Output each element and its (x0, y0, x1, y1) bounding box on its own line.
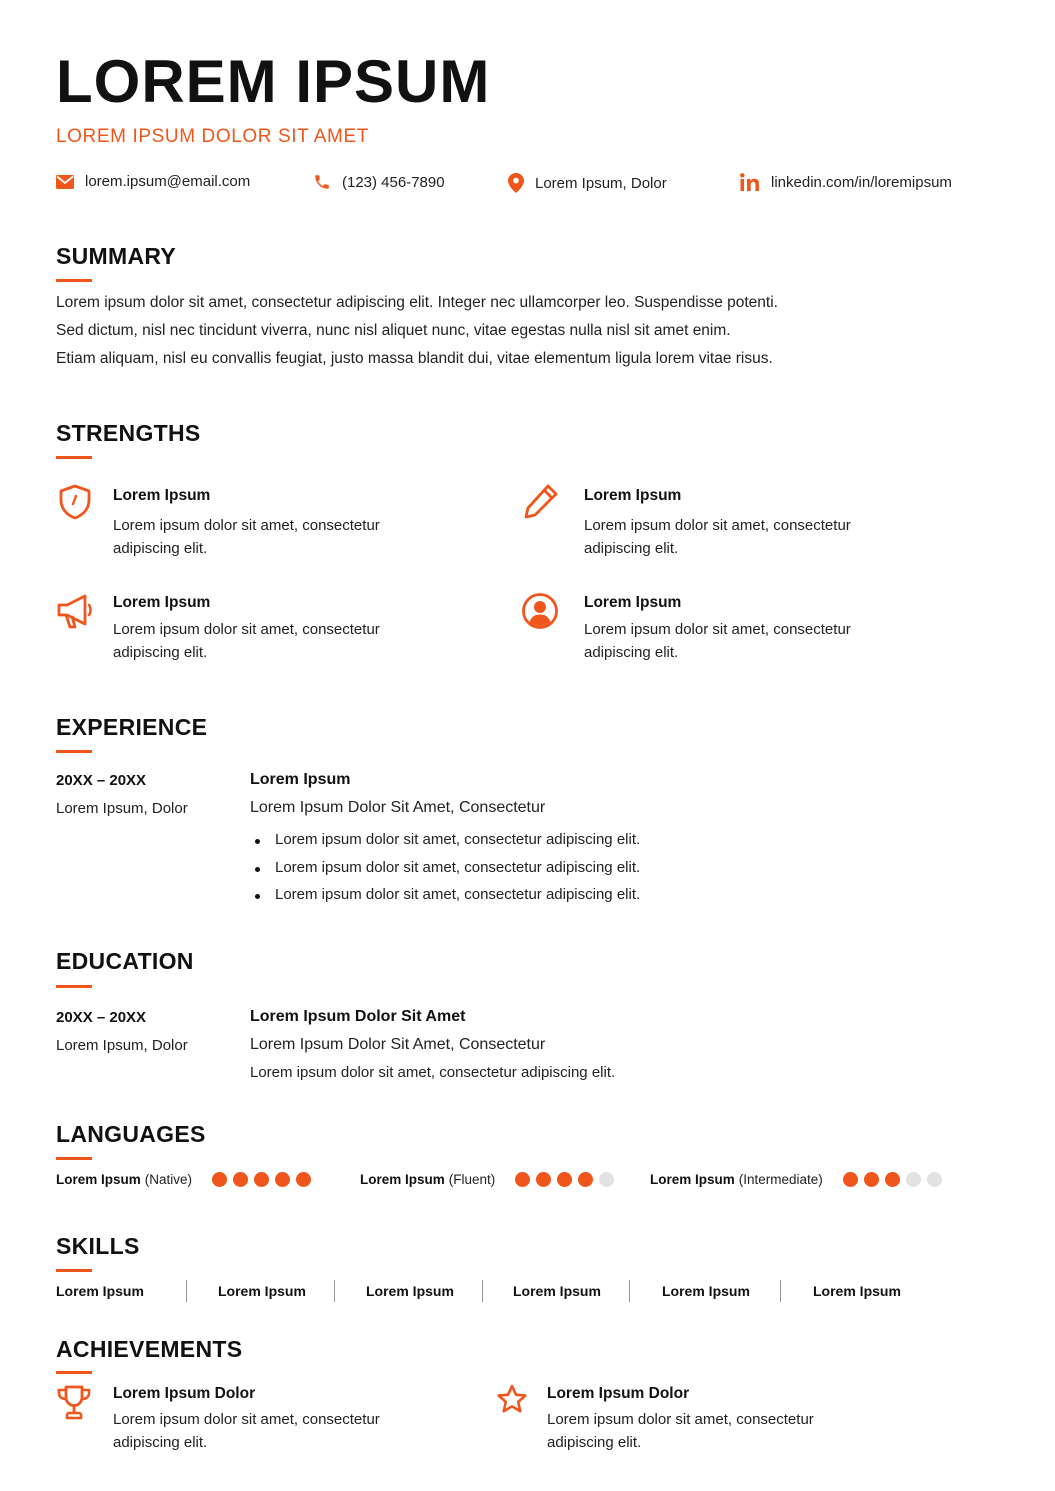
megaphone-icon (55, 592, 95, 630)
strengths-heading: STRENGTHS (56, 420, 201, 446)
education-location: Lorem Ipsum, Dolor (56, 1037, 188, 1054)
summary-line: Lorem ipsum dolor sit amet, consectetur adipiscing elit. Integer nec ullamcorper leo. Suspendisse potenti. (56, 294, 778, 311)
contact-location (508, 173, 667, 193)
language-name: Lorem Ipsum (360, 1172, 445, 1187)
language-item (650, 1172, 942, 1187)
experience-heading: EXPERIENCE (56, 714, 208, 740)
skill-separator (780, 1280, 781, 1302)
language-item (360, 1172, 614, 1187)
strength-title: Lorem Ipsum (584, 594, 682, 611)
rating-dot-filled (233, 1172, 248, 1187)
education-divider (56, 985, 92, 988)
location-pin-icon (508, 173, 524, 193)
shield-icon (58, 484, 92, 520)
experience-bullets (250, 831, 640, 914)
list-item: Lorem ipsum dolor sit amet, consectetur adipiscing elit. (250, 886, 640, 914)
list-item: Lorem ipsum dolor sit amet, consectetur adipiscing elit. (250, 831, 640, 859)
summary-line: Sed dictum, nisl nec tincidunt viverra, nunc nisl aliquet nunc, vitae egestas nulla nisl sit amet enim. (56, 322, 731, 339)
rating-dot-empty (927, 1172, 942, 1187)
languages-divider (56, 1157, 92, 1160)
achievements-divider (56, 1371, 92, 1374)
skill-separator (334, 1280, 335, 1302)
resume-name: LOREM IPSUM (56, 48, 491, 115)
language-level: (Fluent) (448, 1172, 496, 1187)
rating-dot-empty (599, 1172, 614, 1187)
phone-text: (123) 456-7890 (342, 173, 445, 191)
skill-item: Lorem Ipsum (662, 1283, 750, 1299)
experience-date: 20XX – 20XX (56, 772, 147, 789)
skill-item: Lorem Ipsum (56, 1283, 144, 1299)
language-level: (Intermediate) (738, 1172, 823, 1187)
rating-dot-filled (275, 1172, 290, 1187)
language-rating (515, 1172, 614, 1187)
summary-divider (56, 279, 92, 282)
skill-separator (482, 1280, 483, 1302)
rating-dot-filled (254, 1172, 269, 1187)
skill-item: Lorem Ipsum (813, 1283, 901, 1299)
phone-icon (313, 173, 331, 191)
rating-dot-filled (843, 1172, 858, 1187)
achievement-title: Lorem Ipsum Dolor (547, 1385, 690, 1402)
strength-text: Lorem ipsum dolor sit amet, consectetur adipiscing elit. (584, 517, 851, 557)
skill-item: Lorem Ipsum (513, 1283, 601, 1299)
location-text: Lorem Ipsum, Dolor (535, 174, 667, 192)
rating-dot-filled (557, 1172, 572, 1187)
experience-role: Lorem Ipsum (250, 771, 351, 788)
achievement-text: Lorem ipsum dolor sit amet, consectetur adipiscing elit. (113, 1411, 380, 1451)
strength-text: Lorem ipsum dolor sit amet, consectetur adipiscing elit. (584, 621, 851, 661)
achievement-text: Lorem ipsum dolor sit amet, consectetur adipiscing elit. (547, 1411, 814, 1451)
experience-company: Lorem Ipsum Dolor Sit Amet, Consectetur (250, 799, 546, 816)
language-level: (Native) (144, 1172, 193, 1187)
skills-divider (56, 1269, 92, 1272)
skill-separator (629, 1280, 630, 1302)
resume-subtitle: LOREM IPSUM DOLOR SIT AMET (56, 126, 369, 147)
rating-dot-filled (578, 1172, 593, 1187)
strengths-divider (56, 456, 92, 459)
achievements-heading: ACHIEVEMENTS (56, 1336, 243, 1362)
star-icon (496, 1384, 528, 1414)
strength-title: Lorem Ipsum (113, 487, 211, 504)
language-name: Lorem Ipsum (56, 1172, 141, 1187)
strength-title: Lorem Ipsum (584, 487, 682, 504)
trophy-icon (56, 1384, 92, 1422)
rating-dot-filled (515, 1172, 530, 1187)
achievement-title: Lorem Ipsum Dolor (113, 1385, 256, 1402)
experience-location: Lorem Ipsum, Dolor (56, 800, 188, 817)
rating-dot-filled (296, 1172, 311, 1187)
language-rating (212, 1172, 311, 1187)
contact-linkedin[interactable] (740, 173, 952, 191)
education-school: Lorem Ipsum Dolor Sit Amet, Consectetur (250, 1036, 546, 1053)
language-item (56, 1172, 311, 1187)
linkedin-text: linkedin.com/in/loremipsum (771, 173, 952, 191)
email-text: lorem.ipsum@email.com (85, 173, 251, 190)
skill-item: Lorem Ipsum (366, 1283, 454, 1299)
mail-icon (56, 175, 74, 189)
list-item: Lorem ipsum dolor sit amet, consectetur adipiscing elit. (250, 859, 640, 887)
languages-heading: LANGUAGES (56, 1121, 206, 1147)
skill-item: Lorem Ipsum (218, 1283, 306, 1299)
skills-heading: SKILLS (56, 1233, 140, 1259)
rating-dot-filled (864, 1172, 879, 1187)
education-degree: Lorem Ipsum Dolor Sit Amet (250, 1008, 466, 1025)
rating-dot-filled (536, 1172, 551, 1187)
rating-dot-filled (885, 1172, 900, 1187)
pencil-icon (522, 482, 560, 520)
strength-title: Lorem Ipsum (113, 594, 211, 611)
summary-heading: SUMMARY (56, 243, 177, 269)
language-name: Lorem Ipsum (650, 1172, 735, 1187)
summary-line: Etiam aliquam, nisl eu convallis feugiat, justo massa blandit dui, vitae elementum ligula lorem vitae risus. (56, 350, 773, 367)
skill-separator (186, 1280, 187, 1302)
linkedin-icon (740, 173, 760, 191)
rating-dot-filled (212, 1172, 227, 1187)
user-circle-icon (521, 592, 559, 630)
language-rating (843, 1172, 942, 1187)
education-date: 20XX – 20XX (56, 1009, 147, 1026)
education-description: Lorem ipsum dolor sit amet, consectetur adipiscing elit. (250, 1064, 616, 1081)
contact-email[interactable] (56, 173, 250, 190)
education-heading: EDUCATION (56, 948, 194, 974)
experience-divider (56, 750, 92, 753)
contact-phone[interactable] (313, 173, 445, 191)
strength-text: Lorem ipsum dolor sit amet, consectetur adipiscing elit. (113, 621, 380, 661)
strength-text: Lorem ipsum dolor sit amet, consectetur adipiscing elit. (113, 517, 380, 557)
rating-dot-empty (906, 1172, 921, 1187)
